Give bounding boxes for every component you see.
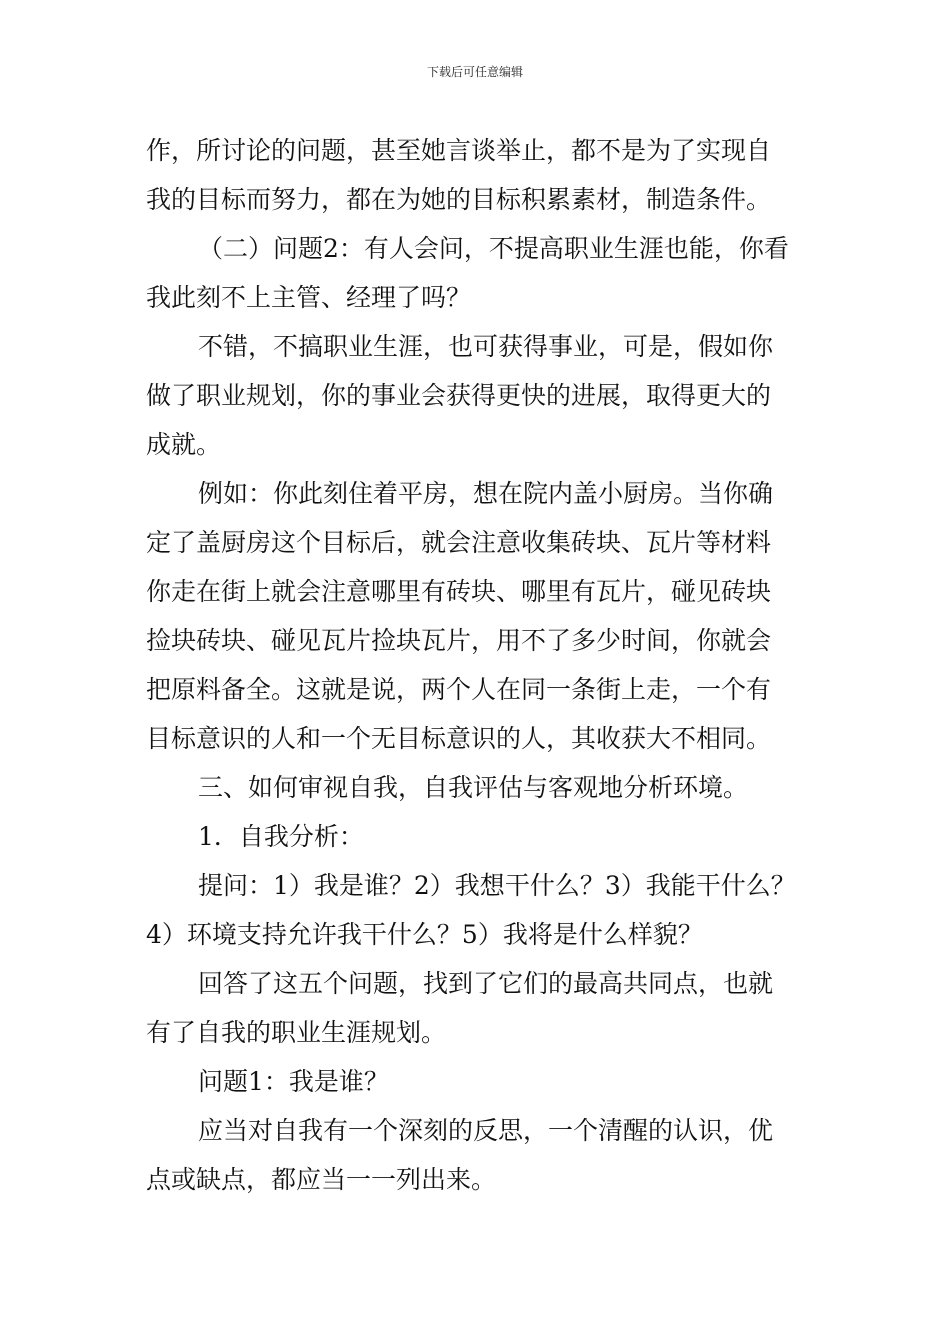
- text-line: 回答了这五个问题，找到了它们的最高共同点，也就: [198, 969, 774, 998]
- text-line: 你走在街上就会注意哪里有砖块、哪里有瓦片，碰见砖块: [146, 577, 772, 606]
- document-body: [146, 126, 806, 1204]
- text-line: 应当对自我有一个深刻的反思，一个清醒的认识，优: [198, 1116, 774, 1145]
- text-line: 不错，不搞职业生涯，也可获得事业，可是，假如你: [198, 332, 774, 361]
- text-line: 三、如何审视自我，自我评估与客观地分析环境。: [198, 773, 749, 802]
- text-line: 点或缺点，都应当一一列出来。: [146, 1165, 497, 1194]
- text-line: 有了自我的职业生涯规划。: [146, 1018, 447, 1047]
- text-line: 捡块砖块、碰见瓦片捡块瓦片，用不了多少时间，你就会: [146, 626, 772, 655]
- text-line: 问题1：我是谁？: [198, 1067, 389, 1096]
- text-line: （二）问题2：有人会问，不提高职业生涯也能，你看: [198, 234, 789, 263]
- text-line: 我的目标而努力，都在为她的目标积累素材，制造条件。: [146, 185, 772, 214]
- text-line: 1．自我分析：: [198, 822, 364, 851]
- text-line: 作，所讨论的问题，甚至她言谈举止，都不是为了实现自: [146, 136, 772, 165]
- text-line: 做了职业规划，你的事业会获得更快的进展，取得更大的: [146, 381, 772, 410]
- text-line: 我此刻不上主管、经理了吗？: [146, 283, 472, 312]
- text-line: 成就。: [146, 430, 222, 459]
- text-line: 目标意识的人和一个无目标意识的人，其收获大不相同。: [146, 724, 772, 753]
- text-line: 把原料备全。这就是说，两个人在同一条街上走，一个有: [146, 675, 772, 704]
- text-line: 例如：你此刻住着平房，想在院内盖小厨房。当你确: [198, 479, 774, 508]
- text-line: 定了盖厨房这个目标后，就会注意收集砖块、瓦片等材料: [146, 528, 772, 557]
- text-line: 提问：1）我是谁？2）我想干什么？3）我能干什么？: [198, 871, 796, 900]
- page-header: 下载后可任意编辑: [426, 65, 523, 79]
- text-line: 4）环境支持允许我干什么？5）我将是什么样貌？: [146, 920, 703, 949]
